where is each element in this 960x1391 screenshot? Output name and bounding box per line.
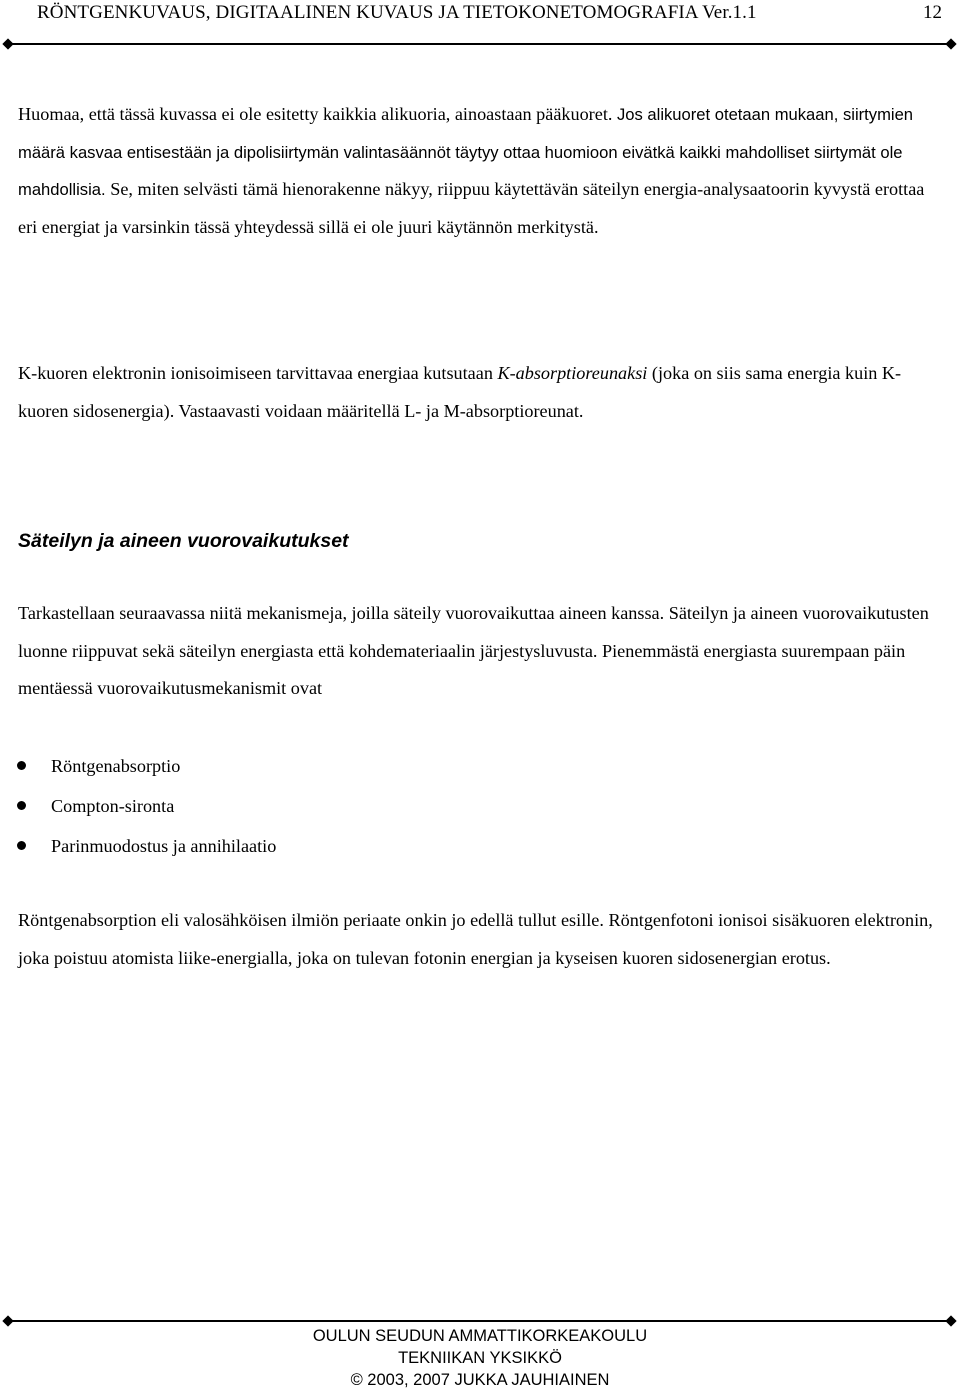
section-heading: Säteilyn ja aineen vuorovaikutukset — [18, 530, 349, 552]
term-k-absorptioreuna: K-absorptioreunaksi — [497, 363, 648, 383]
footer-rule — [8, 1320, 952, 1322]
footer-unit: TEKNIIKAN YKSIKKÖ — [398, 1349, 562, 1367]
bullet-dot-icon — [17, 801, 26, 810]
paragraph-rontgenabsorptio: Röntgenabsorption eli valosähköisen ilmiön periaate onkin jo edellä tullut esille. Röntgenfotoni ionisoi sisäkuoren elektronin, joka poistuu atomista liike-energialla, joka on tulevan fotonin energian ja kyseisen kuoren sidosenergian erotus. — [18, 910, 933, 968]
paragraph-k-absorptioreuna — [18, 355, 948, 430]
paragraph-2-end: (joka on siis sama energia kuin K-kuoren sidosenergia). Vastaavasti voidaan määritellä L- ja M-absorptioreunat. — [18, 363, 902, 421]
list-item: Compton-sironta — [0, 786, 276, 826]
paragraph-1-serif-end: Se, miten selvästi tämä hienorakenne näkyy, riippuu käytettävän säteilyn energia-analysaatoorin kyvystä erottaa eri energiat ja varsinkin tässä yhteydessä sillä ei ole juuri käytännön merkitystä. — [18, 179, 925, 237]
header-rule-right-diamond — [945, 38, 956, 49]
paragraph-1-serif-start: Huomaa, että tässä kuvassa ei ole esitetty kaikkia alikuoria, ainoastaan pääkuoret. — [18, 104, 617, 124]
header-rule — [8, 43, 952, 45]
page-number: 12 — [923, 2, 942, 23]
paragraph-hienorakenne — [18, 96, 948, 246]
bullet-dot-icon — [17, 761, 26, 770]
list-item: Parinmuodostus ja annihilaatio — [0, 826, 276, 866]
paragraph-2-start: K-kuoren elektronin ionisoimiseen tarvittavaa energiaa kutsutaan — [18, 363, 498, 383]
paragraph-vuorovaikutusmekanismit: Tarkastellaan seuraavassa niitä mekanismeja, joilla säteily vuorovaikuttaa aineen kanssa. Säteilyn ja aineen vuorovaikutusten luonne riippuvat sekä säteilyn energiasta että kohdemateriaalin järjestysluvusta. Pienemmästä energiasta suurempaan päin mentäessä vuorovaikutusmekanismit ovat — [18, 603, 929, 698]
footer-rule-right-diamond — [945, 1315, 956, 1326]
list-item: Röntgenabsorptio — [0, 746, 276, 786]
footer-copyright: © 2003, 2007 JUKKA JAUHIAINEN — [350, 1371, 610, 1389]
bullet-dot-icon — [17, 841, 26, 850]
footer-institution: OULUN SEUDUN AMMATTIKORKEAKOULU — [312, 1327, 648, 1345]
running-header-title: RÖNTGENKUVAUS, DIGITAALINEN KUVAUS JA TIETOKONETOMOGRAFIA Ver.1.1 — [37, 2, 757, 23]
mechanism-list — [0, 746, 276, 866]
paragraph-1-sans-middle: Jos alikuoret otetaan mukaan, siirtymien määrä kasvaa entisestään ja dipolisiirtymän valintasäännöt täytyy ottaa huomioon eivätkä kaikki mahdolliset siirtymät ole mahdollisia. — [18, 105, 914, 199]
